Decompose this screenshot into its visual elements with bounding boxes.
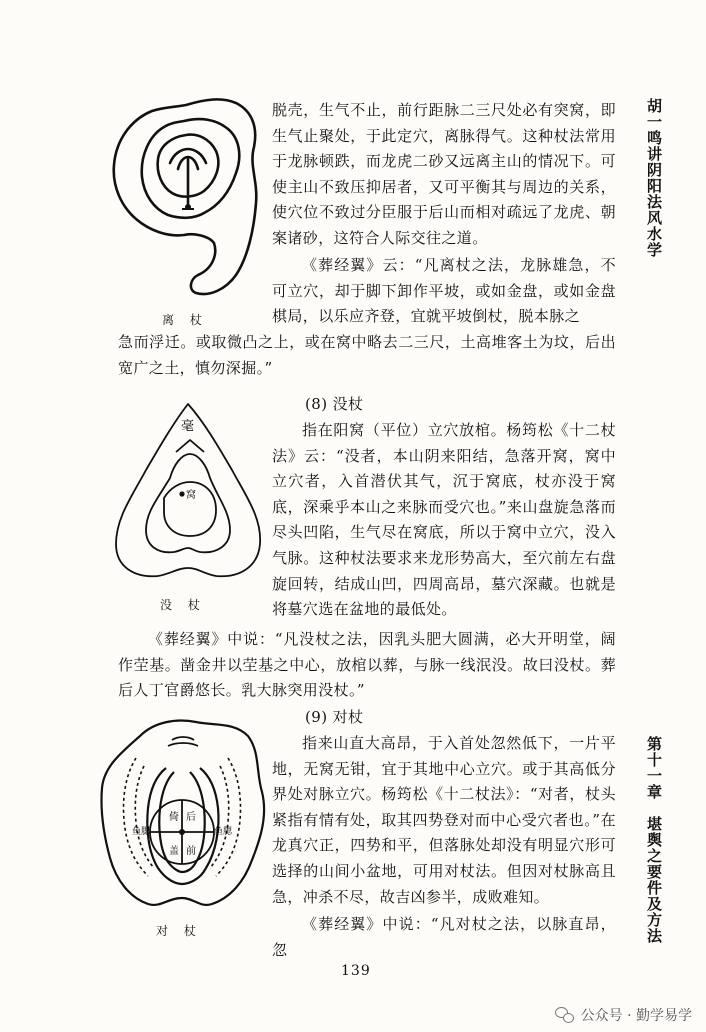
fig3-label-yusai-right: 鱼腮 xyxy=(214,827,233,837)
paragraph: 《葬经翼》中说：“凡对杖之法，以脉直昂，忽 xyxy=(272,915,616,959)
fig3-label-yusai-left: 鱼腮 xyxy=(132,827,151,837)
fig3-label-gai: 盖 xyxy=(169,846,179,857)
wechat-icon xyxy=(555,1006,575,1024)
section-heading: (8) 没杖 xyxy=(305,395,364,413)
paragraph: 《葬经翼》中说：“凡没杖之法，因乳头肥大圆满，必大开明堂，阔作茔基。凿金井以茔基之中心，放棺以葬，与脉一线泯没。故曰没杖。葬后人丁官爵悠长。乳大脉突用没杖。” xyxy=(118,630,616,700)
paragraph: 急而浮迁。或取微凸之上，或在窝中略去二三尺，土高堆客土为坟，后出宽广之土，慎勿深掘。” xyxy=(118,333,616,377)
page-number: 139 xyxy=(341,963,371,979)
chapter-title: 第十一章 堪舆之要件及方法 xyxy=(645,736,663,944)
figure-caption: 离 杖 xyxy=(162,313,208,327)
figure-caption: 对 杖 xyxy=(156,924,202,938)
fig3-label-qian: 前 xyxy=(186,846,196,857)
figure-dui-zhang xyxy=(96,712,268,912)
paragraph: 脱壳，生气不止，前行距脉二三尺处必有突窝，即生气止聚处，于此定穴，离脉得气。这种杖法常用于龙脉顿跌，而龙虎二砂又远离主山的情况下。可使主山不致压抑居者，又可平衡其与周边的关系，使穴位不致过分臣服于后山而相对疏远了龙虎、朝案诸砂，这符合人际交往之道。 xyxy=(272,101,616,247)
watermark-text: 公众号 · 勤学易学 xyxy=(580,1008,692,1024)
fig3-label-hou: 后 xyxy=(186,812,196,823)
watermark xyxy=(555,1005,692,1025)
figure-li-zhang xyxy=(108,95,268,300)
paragraph: 《葬经翼》云：“凡离杖之法，龙脉雄急，不可立穴，却于脚下卸作平坡，或如金盘，或如金盘棋局，以乐应齐登，宜就平坡倒杖，脱本脉之 xyxy=(272,256,616,326)
fig2-label-wo: 窝 xyxy=(186,490,196,501)
figure-caption: 没 杖 xyxy=(160,598,206,612)
paragraph: 指在阳窝（平位）立穴放棺。杨筠松《十二杖法》云：“没者，本山阴来阳结，急落开窝，窝中立穴者，入首潜伏其气，沉于窝底，杖亦没于窝底，深乘乎本山之来脉而受穴也。”来山盘旋急落而尽头凹陷，生气尽在窝底，所以于窝中立穴，没入气脉。这种杖法要求来龙形势高大，至穴前左右盘旋回转，结成山凹，四周高昂，墓穴深藏。也就是将墓穴选在盆地的最低处。 xyxy=(272,421,616,619)
paragraph: 指来山直大高昂，于入首处忽然低下，一片平地，无窝无钳，宜于其地中心立穴。或于其高低分界处对脉立穴。杨筠松《十二杖法》：“对者，杖头紧指有情有处，取其四势登对而中心受穴者也。”在龙真穴正，四势和平，但落脉处却没有明显穴形可选择的山间小盆地，可用对杖法。但因对杖脉高且急，冲杀不尽，故吉凶参半，成败难知。 xyxy=(272,734,616,906)
section-heading: (9) 对杖 xyxy=(305,708,364,726)
fig3-label-yi: 倚 xyxy=(169,812,179,823)
book-title: 胡一鸣讲阴阳法风水学 xyxy=(645,98,663,258)
figure-mo-zhang xyxy=(112,398,267,588)
fig2-label-hao: 毫 xyxy=(181,419,195,434)
